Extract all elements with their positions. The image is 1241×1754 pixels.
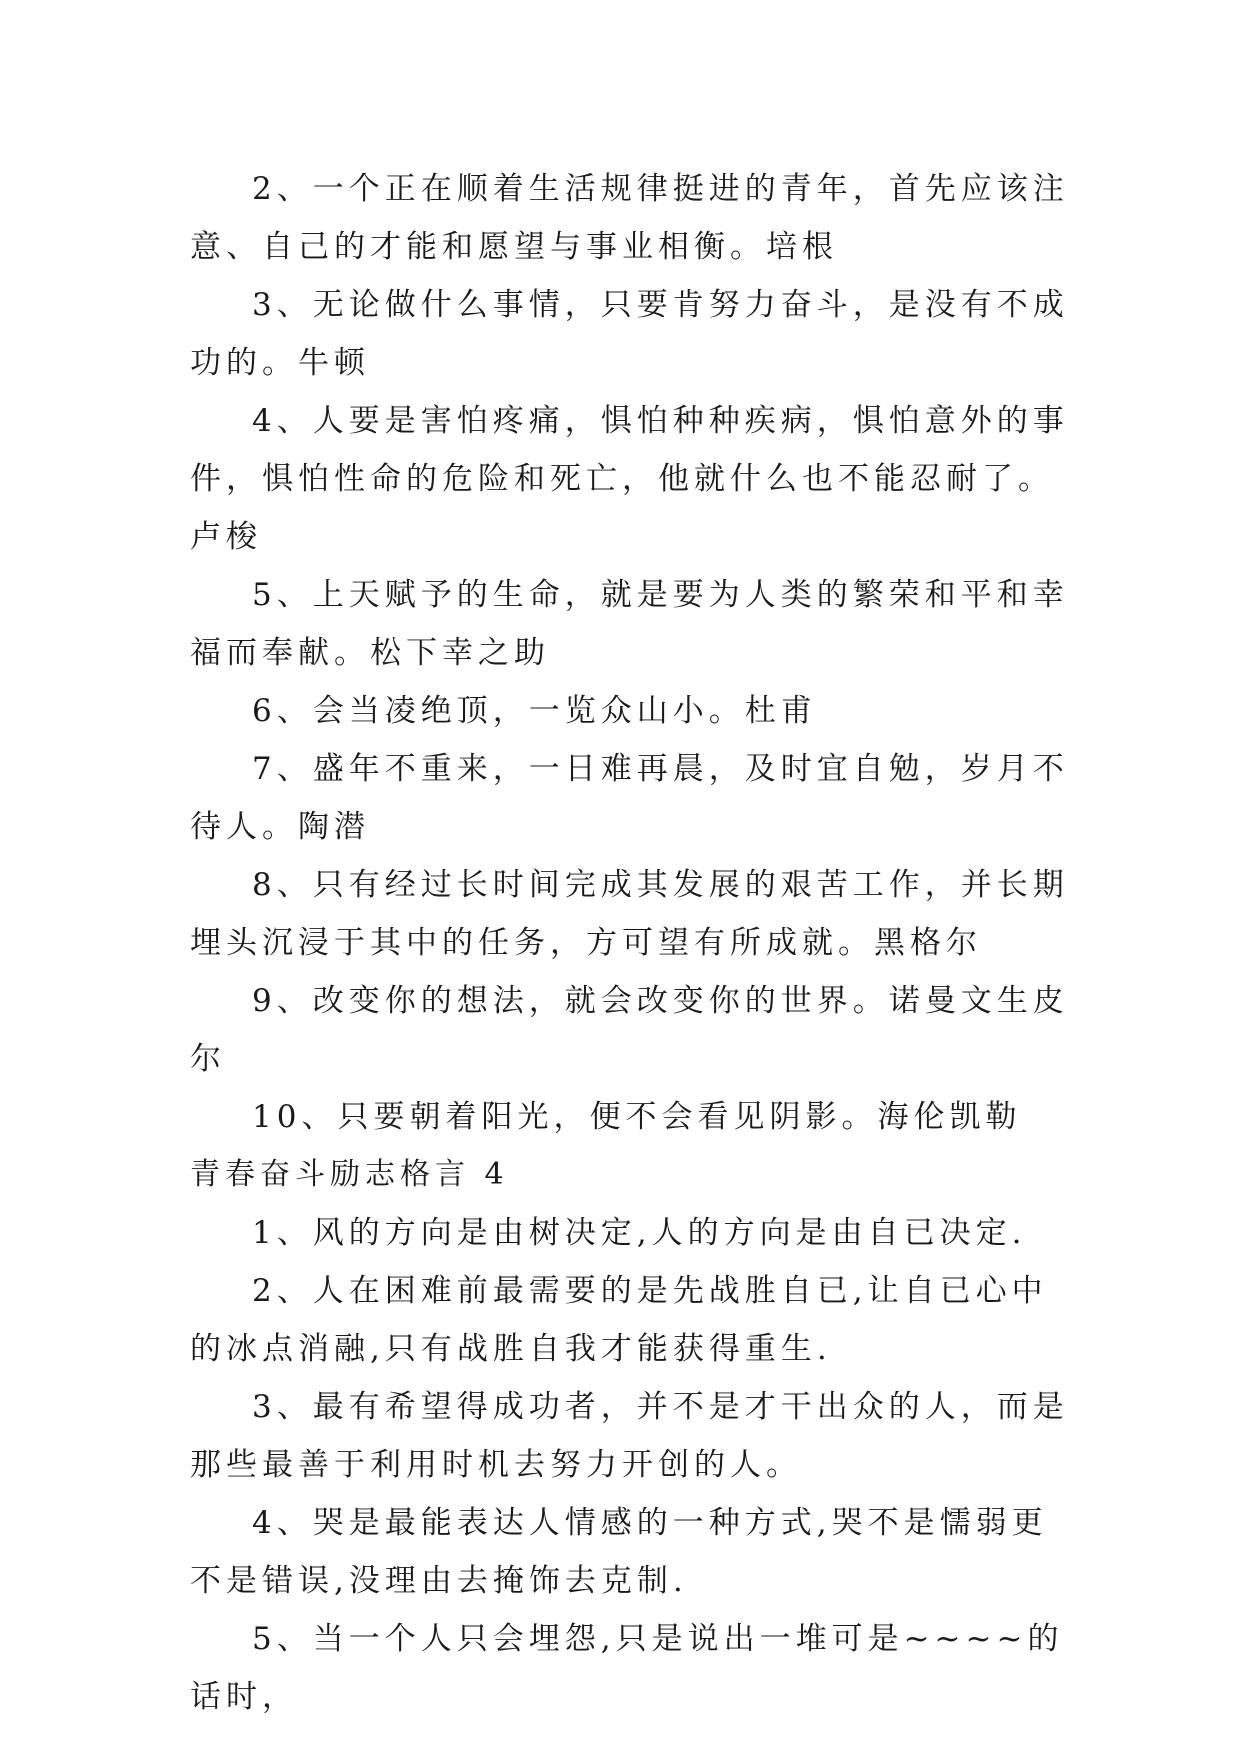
quote-paragraph: 6、会当凌绝顶，一览众山小。杜甫 xyxy=(252,693,817,729)
quote-paragraph: 4、哭是最能表达人情感的一种方式,哭不是懦弱更不是错误,没理由去掩饰去克制. xyxy=(190,1505,1048,1599)
quote-paragraph: 9、改变你的想法，就会改变你的世界。诺曼文生皮尔 xyxy=(190,983,1069,1077)
section-title: 青春奋斗励志格言 4 xyxy=(190,1157,509,1192)
quote-paragraph: 3、最有希望得成功者，并不是才干出众的人，而是那些最善于利用时机去努力开创的人。 xyxy=(190,1389,1069,1483)
quote-paragraph: 7、盛年不重来，一日难再晨，及时宜自勉，岁月不待人。陶潜 xyxy=(190,751,1069,845)
quote-paragraph: 5、上天赋予的生命，就是要为人类的繁荣和平和幸福而奉献。松下幸之助 xyxy=(190,577,1069,671)
quote-paragraph: 4、人要是害怕疼痛，惧怕种种疾病，惧怕意外的事件，惧怕性命的危险和死亡，他就什么也不能忍耐了。卢梭 xyxy=(190,403,1069,555)
quote-paragraph: 1、风的方向是由树决定,人的方向是由自已决定. xyxy=(252,1215,1027,1251)
quote-paragraph: 2、一个正在顺着生活规律挺进的青年，首先应该注意、自己的才能和愿望与事业相衡。培根 xyxy=(190,171,1069,265)
document-body xyxy=(190,160,1070,1726)
quote-paragraph: 10、只要朝着阳光，便不会看见阴影。海伦凯勒 xyxy=(252,1099,1022,1135)
quote-paragraph: 3、无论做什么事情，只要肯努力奋斗，是没有不成功的。牛顿 xyxy=(190,287,1069,381)
quote-paragraph: 5、当一个人只会埋怨,只是说出一堆可是~~~~的话时， xyxy=(190,1621,1064,1715)
quote-paragraph: 2、人在困难前最需要的是先战胜自已,让自已心中的冰点消融,只有战胜自我才能获得重生. xyxy=(190,1273,1048,1367)
quote-paragraph: 8、只有经过长时间完成其发展的艰苦工作，并长期埋头沉浸于其中的任务，方可望有所成就。黑格尔 xyxy=(190,867,1069,961)
